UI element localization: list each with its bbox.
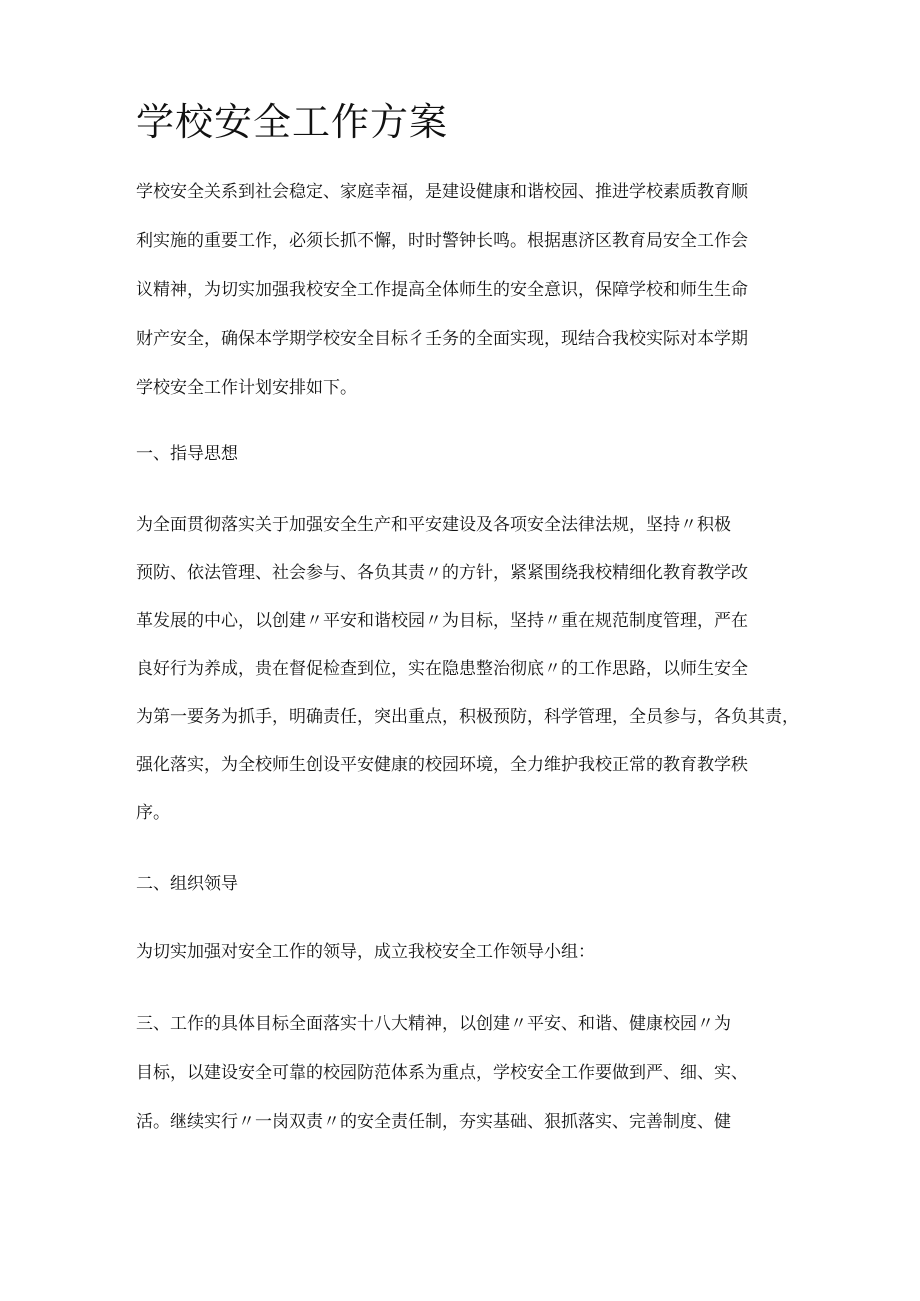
paragraph-line: 三、工作的具体目标全面落实十八大精神，以创建〃平安、和谐、健康校园〃为 bbox=[136, 1014, 731, 1034]
paragraph-line: 利实施的重要工作，必须长抓不懈，时时警钟长鸣。根据惠济区教育局安全工作会 bbox=[136, 231, 748, 251]
paragraph-line: 良好行为养成，贵在督促检查到位，实在隐患整治彻底〃的工作思路，以师生安全 bbox=[136, 659, 748, 679]
paragraph-line: 革发展的中心，以创建〃平安和谐校园〃为目标，坚持〃重在规范制度管理，严在 bbox=[136, 611, 748, 631]
paragraph-line: 目标，以建设安全可靠的校园防范体系为重点，学校安全工作要做到严、细、实、 bbox=[136, 1063, 748, 1083]
paragraph-line: 学校安全工作计划安排如下。 bbox=[136, 378, 357, 398]
paragraph-line: 序。 bbox=[136, 803, 170, 823]
section-heading-organization: 二、组织领导 bbox=[136, 874, 238, 894]
paragraph-line: 财产安全，确保本学期学校安全目标彳壬务的全面实现，现结合我校实际对本学期 bbox=[136, 329, 748, 349]
paragraph-line: 活。继续实行〃一岗双责〃的安全责任制，夯实基础、狠抓落实、完善制度、健 bbox=[136, 1112, 731, 1132]
paragraph-line: 议精神，为切实加强我校安全工作提高全体师生的安全意识，保障学校和师生生命 bbox=[136, 280, 748, 300]
paragraph-line: 为全面贯彻落实关于加强安全生产和平安建设及各项安全法律法规，坚持〃积极 bbox=[136, 515, 731, 535]
section-heading-guiding-thought: 一、指导思想 bbox=[136, 444, 238, 464]
paragraph-line: 预防、依法管理、社会参与、各负其责〃的方针，紧紧围绕我校精细化教育教学改 bbox=[136, 563, 748, 583]
document-title: 学校安全工作方案 bbox=[136, 100, 449, 144]
paragraph-line: 为第一要务为抓手，明确责任，突出重点，积极预防，科学管理，全员参与，各负其责， bbox=[136, 707, 799, 727]
paragraph-line: 学校安全关系到社会稳定、家庭幸福，是建设健康和谐校园、推进学校素质教育顺 bbox=[136, 182, 748, 202]
paragraph-line: 为切实加强对安全工作的领导，成立我校安全工作领导小组： bbox=[136, 942, 595, 962]
paragraph-line: 强化落实，为全校师生创设平安健康的校园环境，全力维护我校正常的教育教学秩 bbox=[136, 755, 748, 775]
